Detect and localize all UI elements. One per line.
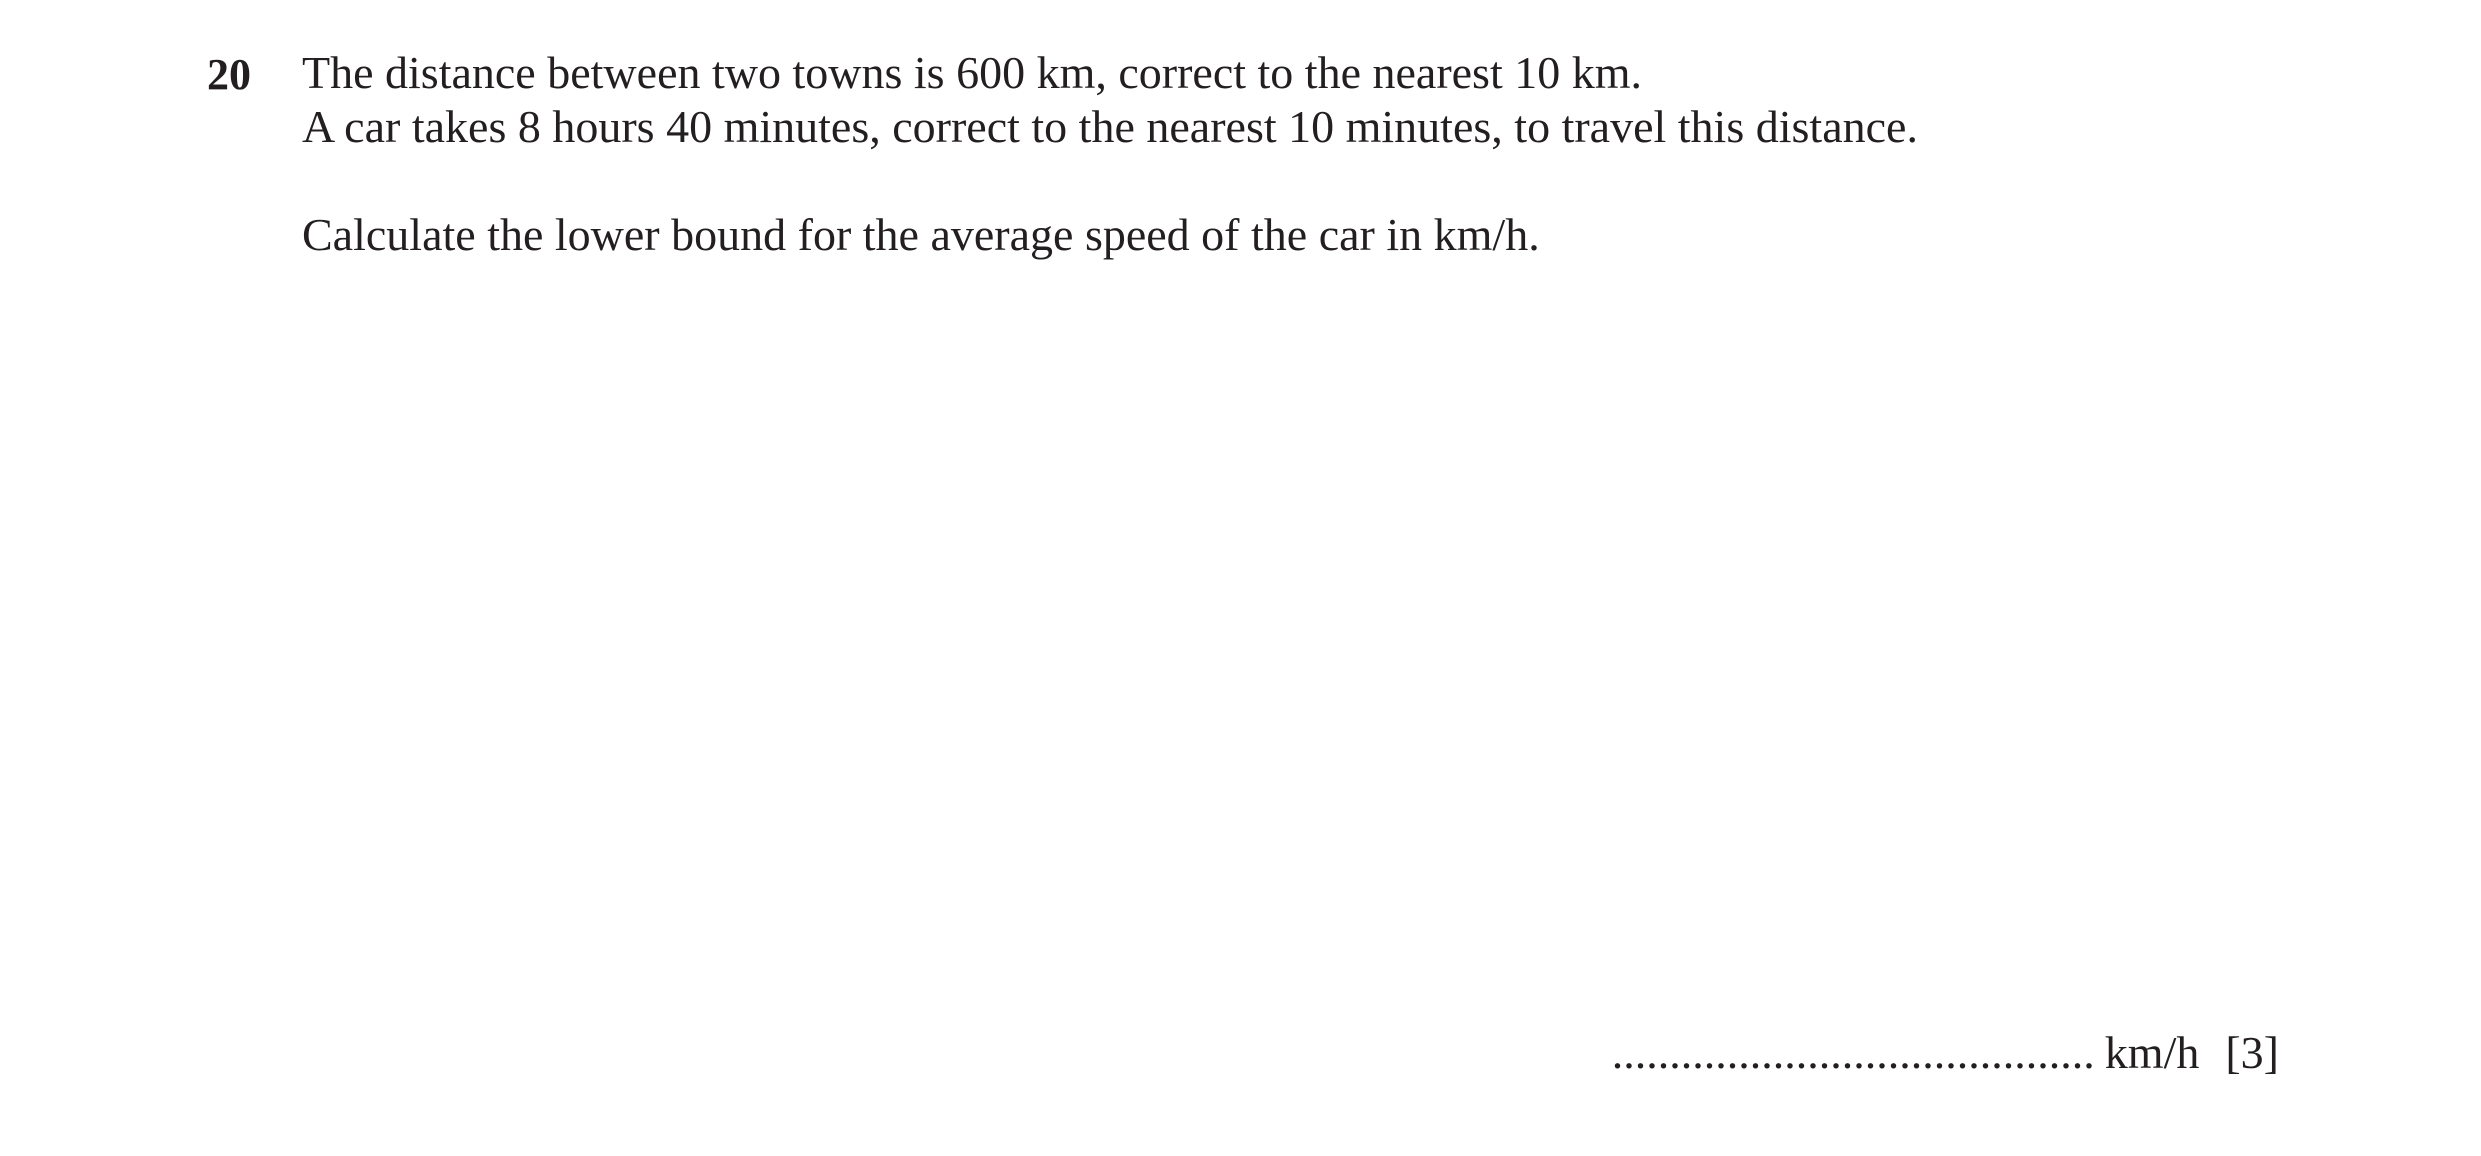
answer-line [1612,1024,2279,1082]
question-line-2: A car takes 8 hours 40 minutes, correct to the nearest 10 minutes, to travel this distance. [302,101,1918,152]
question-task: Calculate the lower bound for the average speed of the car in km/h. [302,209,1540,260]
answer-dots[interactable]: .......................................... [1611,1027,2095,1078]
question-number: 20 [207,50,251,99]
question-body [302,46,2352,262]
question-line-1: The distance between two towns is 600 km, correct to the nearest 10 km. [302,47,1643,98]
answer-unit: km/h [2104,1027,2200,1078]
marks-label: [3] [2225,1027,2279,1078]
